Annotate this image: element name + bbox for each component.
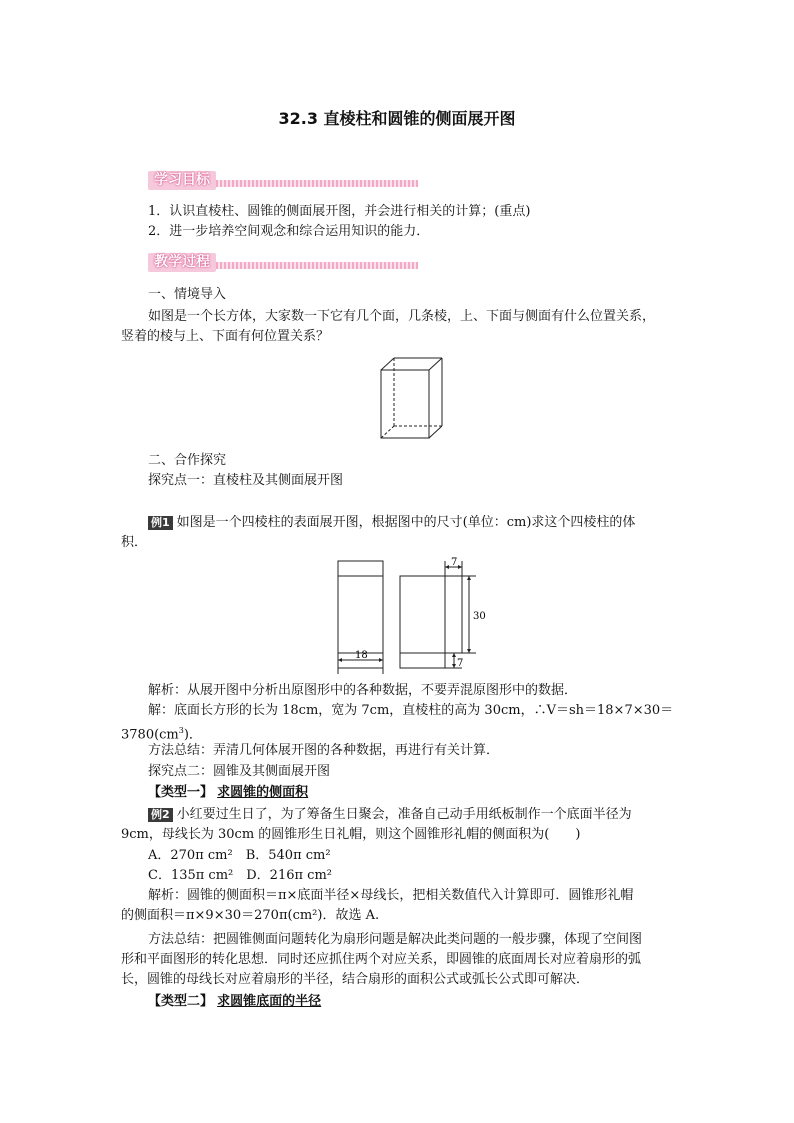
example1-analysis: 解析：从展开图中分析出原图形中的各种数据，不要弄混原图形中的数据． (148, 683, 578, 698)
example2-options: C．135π cm² D．216π cm² (148, 868, 332, 883)
example1-badge: 例1 (148, 516, 173, 530)
net-label-bottom-right: 7 (457, 658, 464, 669)
page-title: 32.3 直棱柱和圆锥的侧面展开图 (278, 109, 516, 128)
part1-heading: 一、情境导入 (148, 287, 227, 302)
solution-exponent: 3 (178, 726, 184, 735)
example2-badge: 例2 (148, 808, 173, 822)
goals-heading: 学习目标 (148, 171, 216, 190)
example1-solution: 解：底面长方形的长为 18cm，宽为 7cm，直棱柱的高为 30cm，∴V＝sh＝18×7×30＝ (148, 703, 674, 718)
point1-heading: 探究点一：直棱柱及其侧面展开图 (148, 473, 344, 488)
example2-text (148, 805, 632, 825)
section-banner-process (148, 253, 418, 273)
prism-net-figure (330, 556, 500, 676)
goal-item: 2．进一步培养空间观念和综合运用知识的能力． (148, 224, 430, 239)
point2-heading: 探究点二：圆锥及其侧面展开图 (148, 764, 331, 779)
type2-label: 【类型二】 (148, 994, 214, 1009)
example2-analysis: 的侧面积＝π×9×30＝270π(cm²)．故选 A. (121, 908, 380, 923)
example1-text-line: 积． (121, 535, 148, 550)
type2-heading (148, 992, 321, 1012)
example2-options: A．270π cm² B．540π cm² (148, 848, 331, 863)
solution-value: 3780(cm (121, 727, 179, 743)
type1-title: 求圆锥的侧面积 (217, 785, 309, 800)
type1-label: 【类型一】 (148, 785, 214, 800)
example1-text-line: 如图是一个四棱柱的表面展开图，根据图中的尺寸(单位：cm)求这个四棱柱的体 (176, 515, 636, 530)
type1-heading (148, 783, 308, 803)
example2-text-line: 9cm，母线长为 30cm 的圆锥形生日礼帽，则这个圆锥形礼帽的侧面积为( ) (121, 827, 581, 842)
net-label-bottom: 18 (355, 650, 368, 661)
example2-analysis: 解析：圆锥的侧面积＝π×底面半径×母线长，把相关数值代入计算即可．圆锥形礼帽 (148, 888, 634, 903)
example2-summary: 方法总结：把圆锥侧面问题转化为扇形问题是解决此类问题的一般步骤，体现了空间图 (148, 932, 643, 947)
part1-text: 竖着的棱与上、下面有何位置关系？ (121, 329, 330, 344)
goal-item: 1．认识直棱柱、圆锥的侧面展开图，并会进行相关的计算；(重点) (148, 204, 531, 219)
example2-summary: 形和平面图形的转化思想．同时还应抓住两个对应关系，即圆锥的底面周长对应着扇形的弧 (121, 952, 642, 967)
section-banner-goals (148, 171, 418, 191)
solution-end: )． (183, 727, 202, 743)
net-label-top: 7 (451, 557, 458, 568)
part2-heading: 二、合作探究 (148, 453, 227, 468)
example2-text-line: 小红要过生日了，为了筹备生日聚会，准备自己动手用纸板制作一个底面半径为 (176, 807, 632, 822)
net-label-side: 30 (473, 611, 486, 622)
cuboid-figure (372, 352, 452, 444)
example1-summary: 方法总结：弄清几何体展开图的各种数据，再进行有关计算． (148, 743, 500, 758)
part1-text: 如图是一个长方体，大家数一下它有几个面，几条棱，上、下面与侧面有什么位置关系， (148, 309, 656, 324)
example2-summary: 长，圆锥的母线长对应着扇形的半径，结合扇形的面积公式或弧长公式即可解决． (121, 972, 590, 987)
example1-text (148, 513, 635, 533)
type2-title: 求圆锥底面的半径 (217, 994, 322, 1009)
process-heading: 教学过程 (148, 253, 216, 272)
